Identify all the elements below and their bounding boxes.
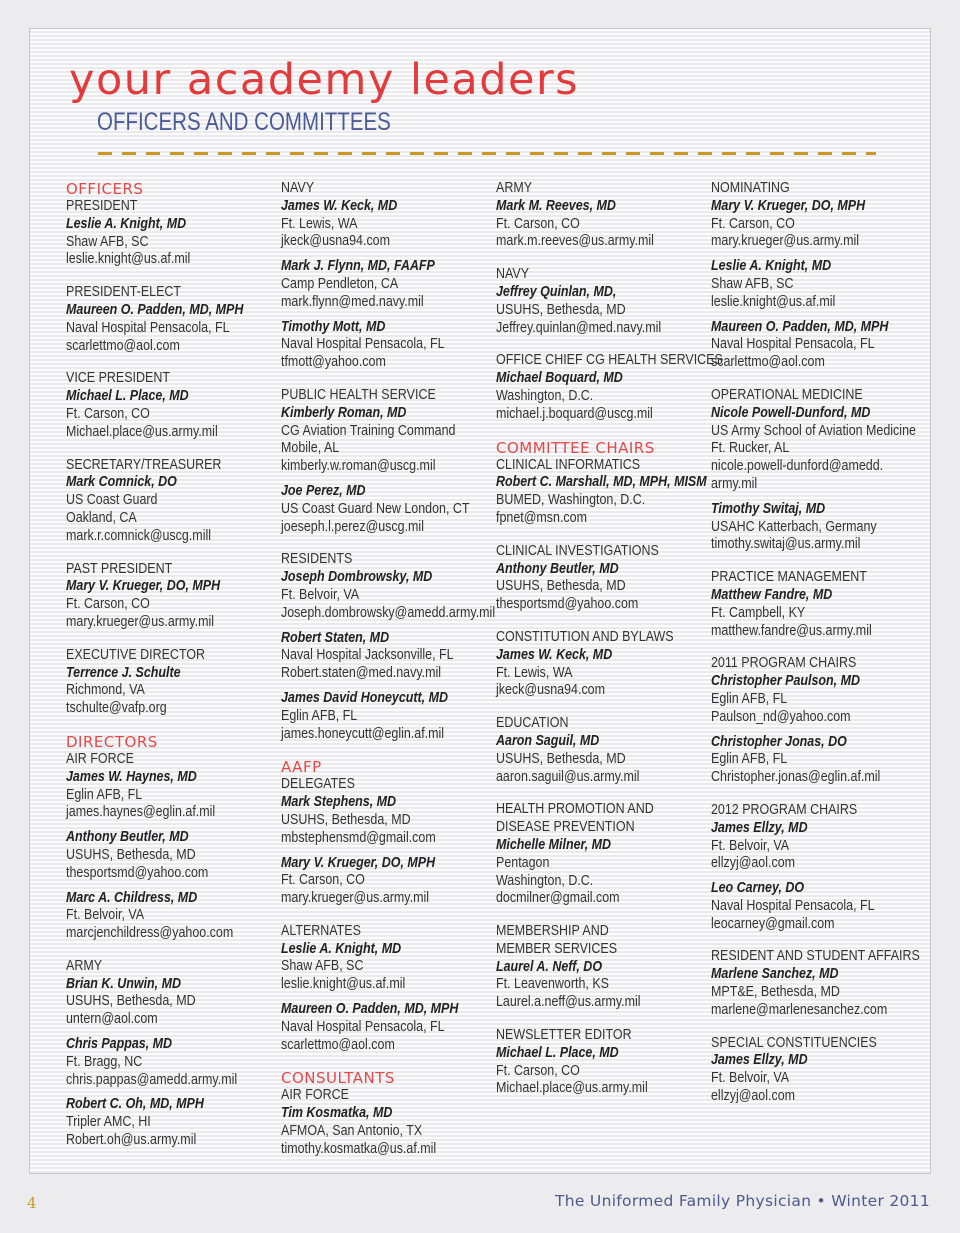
person-detail: Ft. Belvoir, VA [281,586,360,603]
person-detail: Eglin AFB, FL [711,690,788,707]
committee-group [711,569,916,640]
person-detail: Ft. Carson, CO [711,215,795,232]
person-detail: AFMOA, San Antonio, TX [281,1123,423,1140]
person-detail: Ft. Leavenworth, KS [496,976,609,993]
person-detail: mbstephensmd@gmail.com [281,829,436,846]
person-name: Robert C. Marshall, MD, MPH, MISM [496,474,707,491]
committee-group [66,958,271,1150]
person-entry [711,966,916,1019]
person-detail: Shaw AFB, SC [711,275,794,292]
person-detail: ellzyj@aol.com [711,855,796,872]
group-heading: 2011 PROGRAM CHAIRS [711,655,857,672]
group-heading: OFFICE CHIEF CG HEALTH SERVICES [496,352,723,369]
person-name: Leslie A. Knight, MD [66,215,187,232]
person-entry [496,198,701,251]
column-4 [711,180,920,1121]
group-heading: MEMBERSHIP AND [496,923,609,940]
person-entry [281,1105,486,1158]
group-heading: ARMY [66,957,103,974]
person-name: Anthony Beutler, MD [496,560,619,577]
person-name: Timothy Switaj, MD [711,500,826,517]
person-name: Chris Pappas, MD [66,1036,173,1053]
person-entry [496,1045,701,1098]
person-name: Maureen O. Padden, MD, MPH [66,301,244,318]
person-name: Michael Boquard, MD [496,370,623,387]
committee-group [496,352,723,423]
group-heading: RESIDENT AND STUDENT AFFAIRS [711,948,920,965]
person-detail: joeseph.l.perez@uscg.mil [281,518,424,535]
person-entry [66,769,271,822]
person-name: Michael L. Place, MD [66,388,189,405]
section-block [496,180,723,424]
person-name: Leslie A. Knight, MD [281,940,402,957]
person-name: Mark J. Flynn, MD, FAAFP [281,258,435,275]
person-name: Michael L. Place, MD [496,1044,619,1061]
person-entry [496,733,701,786]
person-name: Christopher Jonas, DO [711,733,847,750]
section-title: OFFICERS [66,180,144,198]
group-heading: RESIDENTS [281,551,353,568]
person-detail: Christopher.jonas@eglin.af.mil [711,769,881,786]
person-detail: scarlettmo@aol.com [281,1036,395,1053]
person-detail: Laurel.a.neff@us.army.mil [496,994,641,1011]
person-detail: Eglin AFB, FL [281,707,358,724]
person-detail: USUHS, Bethesda, MD [66,993,196,1010]
person-detail: Naval Hospital Pensacola, FL [711,897,875,914]
person-name: Maureen O. Padden, MD, MPH [281,1001,459,1018]
group-heading: AIR FORCE [281,1087,349,1104]
column-3 [496,180,723,1113]
group-heading: PUBLIC HEALTH SERVICE [281,386,436,403]
person-detail: US Coast Guard New London, CT [281,500,470,517]
person-detail: jkeck@usna94.com [281,233,391,250]
person-entry [66,388,271,441]
person-name: Mark M. Reeves, MD [496,197,616,214]
page-number: 4 [27,1194,37,1212]
person-name: Kimberly Roman, MD [281,404,407,421]
person-detail: mary.krueger@us.army.mil [711,233,860,250]
column-2 [281,180,496,1174]
group-heading: OPERATIONAL MEDICINE [711,386,863,403]
person-detail: USUHS, Bethesda, MD [496,578,626,595]
person-name: Jeffrey Quinlan, MD, [496,283,617,300]
person-name: Christopher Paulson, MD [711,673,860,690]
person-name: Laurel A. Neff, DO [496,958,603,975]
section-block [711,180,920,1106]
committee-group [711,655,916,787]
person-detail: Robert.oh@us.army.mil [66,1132,197,1149]
person-name: Robert Staten, MD [281,629,390,646]
person-detail: Oakland, CA [66,509,137,526]
person-detail: Naval Hospital Pensacola, FL [66,319,230,336]
person-detail: Camp Pendleton, CA [281,275,399,292]
person-name: Leslie A. Knight, MD [711,258,832,275]
person-detail: US Coast Guard [66,492,158,509]
person-entry [66,976,271,1029]
person-detail: matthew.fandre@us.army.mil [711,622,872,639]
person-entry [711,673,916,726]
person-name: Brian K. Unwin, MD [66,975,182,992]
group-heading: NEWSLETTER EDITOR [496,1027,632,1044]
person-name: Marc A. Childress, MD [66,889,198,906]
person-detail: USUHS, Bethesda, MD [496,301,626,318]
committee-group [281,776,486,908]
group-heading: DISEASE PREVENTION [496,819,635,836]
person-name: Mary V. Krueger, DO, MPH [711,197,866,214]
section-block [281,1069,486,1158]
person-detail: Ft. Belvoir, VA [711,837,790,854]
person-detail: CG Aviation Training Command [281,422,456,439]
person-entry [281,1001,486,1054]
person-entry [711,405,916,494]
committee-group [496,180,701,251]
group-heading: SPECIAL CONSTITUENCIES [711,1034,877,1051]
committee-group [66,751,271,943]
person-entry [281,630,486,683]
person-detail: Ft. Belvoir, VA [66,907,145,924]
person-detail: Ft. Campbell, KY [711,604,806,621]
person-name: Timothy Mott, MD [281,318,386,335]
person-detail: Pentagon [496,854,550,871]
person-detail: marcjenchildress@yahoo.com [66,925,234,942]
person-detail: USAHC Katterbach, Germany [711,518,877,535]
committee-group [496,801,701,908]
person-entry [496,647,701,700]
committee-group [66,198,271,269]
person-entry [711,198,916,251]
person-entry [281,855,486,908]
person-entry [281,941,486,994]
person-detail: Tripler AMC, HI [66,1114,151,1131]
section-block [281,758,486,1054]
committee-group [496,1027,701,1098]
person-detail: marlene@marlenesanchez.com [711,1001,888,1018]
person-detail: US Army School of Aviation Medicine [711,422,916,439]
person-entry [711,1052,916,1105]
person-name: Nicole Powell-Dunford, MD [711,404,871,421]
person-name: Mary V. Krueger, DO, MPH [281,854,436,871]
committee-group [711,1035,916,1106]
committee-group [281,180,486,372]
person-name: James David Honeycutt, MD [281,689,449,706]
person-detail: michael.j.boquard@uscg.mil [496,405,653,422]
group-heading: NOMINATING [711,180,790,196]
committee-group [711,387,916,554]
person-detail: Naval Hospital Pensacola, FL [711,336,875,353]
person-entry [281,794,486,847]
committee-group [66,370,271,441]
committee-group [281,1087,486,1158]
person-detail: Richmond, VA [66,682,145,699]
person-detail: tschulte@vafp.org [66,700,167,717]
person-detail: Michael.place@us.army.mil [496,1080,648,1097]
committee-group [281,551,496,743]
person-name: Mark Stephens, MD [281,794,397,811]
person-name: Marlene Sanchez, MD [711,966,839,983]
person-detail: army.mil [711,475,758,492]
person-detail: Naval Hospital Jacksonville, FL [281,647,454,664]
person-name: Joseph Dombrowsky, MD [281,569,433,586]
person-entry [66,302,271,355]
person-detail: Michael.place@us.army.mil [66,423,218,440]
person-detail: mary.krueger@us.army.mil [281,890,430,907]
person-detail: Ft. Carson, CO [66,596,150,613]
person-detail: Ft. Bragg, NC [66,1053,143,1070]
person-entry [66,216,271,269]
group-heading: ALTERNATES [281,922,361,939]
person-entry [496,561,701,614]
person-detail: mark.flynn@med.navy.mil [281,293,424,310]
person-detail: Shaw AFB, SC [66,233,149,250]
person-detail: Naval Hospital Pensacola, FL [281,1018,445,1035]
dashed-divider [98,152,876,155]
person-detail: jkeck@usna94.com [496,682,606,699]
person-detail: scarlettmo@aol.com [711,354,825,371]
section-title: DIRECTORS [66,732,158,751]
person-name: James W. Haynes, MD [66,768,197,785]
person-entry [711,587,916,640]
person-name: Leo Carney, DO [711,880,805,897]
person-detail: Ft. Carson, CO [281,872,365,889]
person-detail: USUHS, Bethesda, MD [66,846,196,863]
section-title: COMMITTEE CHAIRS [496,438,655,457]
page-subtitle: OFFICERS AND COMMITTEES [97,108,391,136]
person-name: Maureen O. Padden, MD, MPH [711,318,889,335]
person-detail: chris.pappas@amedd.army.mil [66,1071,238,1088]
person-detail: Ft. Carson, CO [496,215,580,232]
person-entry [711,880,916,933]
person-entry [496,837,701,908]
committee-group [66,647,271,718]
person-detail: Jeffrey.quinlan@med.navy.mil [496,319,662,336]
committee-group [496,715,701,786]
person-detail: Ft. Lewis, WA [496,664,573,681]
person-entry [66,578,271,631]
person-detail: Naval Hospital Pensacola, FL [281,336,445,353]
person-detail: fpnet@msn.com [496,509,587,526]
group-heading: EDUCATION [496,715,569,732]
person-detail: aaron.saguil@us.army.mil [496,768,640,785]
person-detail: MPT&E, Bethesda, MD [711,984,840,1001]
person-detail: mary.krueger@us.army.mil [66,613,215,630]
person-detail: Ft. Carson, CO [496,1062,580,1079]
person-detail: Paulson_nd@yahoo.com [711,708,851,725]
person-name: Michelle Milner, MD [496,836,612,853]
person-detail: USUHS, Bethesda, MD [496,750,626,767]
person-detail: leocarney@gmail.com [711,915,835,932]
person-detail: docmilner@gmail.com [496,890,620,907]
group-heading: NAVY [281,180,315,196]
person-name: Aaron Saguil, MD [496,732,600,749]
person-detail: james.haynes@eglin.af.mil [66,804,216,821]
committee-group [711,948,920,1019]
person-detail: mark.m.reeves@us.army.mil [496,233,654,250]
person-detail: kimberly.w.roman@uscg.mil [281,458,436,475]
group-heading: ARMY [496,180,533,196]
section-block [66,180,271,718]
group-heading: CLINICAL INFORMATICS [496,456,641,473]
group-heading: EXECUTIVE DIRECTOR [66,646,206,663]
person-detail: Shaw AFB, SC [281,958,364,975]
person-name: Matthew Fandre, MD [711,586,833,603]
group-heading: PRESIDENT [66,198,138,214]
person-detail: Washington, D.C. [496,872,594,889]
committee-group [496,266,701,337]
person-detail: Ft. Belvoir, VA [711,1070,790,1087]
group-heading: VICE PRESIDENT [66,370,170,387]
person-detail: scarlettmo@aol.com [66,337,180,354]
person-entry [496,370,701,423]
person-detail: leslie.knight@us.af.mil [66,251,191,268]
person-entry [66,1096,271,1149]
person-entry [66,829,271,882]
person-name: Terrence J. Schulte [66,664,181,681]
section-title: AAFP [281,758,322,777]
person-name: Joe Perez, MD [281,482,366,499]
person-detail: USUHS, Bethesda, MD [281,811,411,828]
committee-group [281,387,486,536]
person-detail: mark.r.comnick@uscg.mill [66,527,212,544]
committee-group [66,561,271,632]
person-entry [66,665,271,718]
person-entry [711,820,916,873]
committee-group [496,629,701,700]
person-name: Robert C. Oh, MD, MPH [66,1096,204,1113]
committee-group [281,923,486,1055]
person-entry [281,569,496,622]
person-entry [711,734,916,787]
group-heading: AIR FORCE [66,750,134,767]
person-name: Anthony Beutler, MD [66,829,189,846]
group-heading: PAST PRESIDENT [66,560,173,577]
person-entry [496,959,701,1012]
group-heading: MEMBER SERVICES [496,940,618,957]
person-detail: leslie.knight@us.af.mil [711,293,836,310]
group-heading: DELEGATES [281,776,355,793]
person-entry [496,474,707,527]
group-heading: NAVY [496,266,530,283]
group-heading: CLINICAL INVESTIGATIONS [496,542,659,559]
column-1 [66,180,271,1165]
committee-group [496,456,707,528]
group-heading: SECRETARY/TREASURER [66,456,222,473]
person-detail: Robert.staten@med.navy.mil [281,665,442,682]
person-detail: Ft. Carson, CO [66,405,150,422]
person-entry [281,690,486,743]
person-entry [281,319,486,372]
person-detail: ellzyj@aol.com [711,1088,796,1105]
person-detail: BUMED, Washington, D.C. [496,492,646,509]
section-block [281,180,496,743]
person-name: Mark Comnick, DO [66,474,177,491]
person-name: Tim Kosmatka, MD [281,1105,393,1122]
person-entry [281,483,486,536]
person-name: Mary V. Krueger, DO, MPH [66,578,221,595]
person-detail: thesportsmd@yahoo.com [66,864,209,881]
section-title: CONSULTANTS [281,1069,395,1088]
person-entry [66,890,271,943]
person-entry [711,501,916,554]
person-detail: Washington, D.C. [496,387,594,404]
person-detail: tfmott@yahoo.com [281,354,386,371]
committee-group [496,923,701,1012]
person-detail: timothy.switaj@us.army.mil [711,536,861,553]
group-heading: HEALTH PROMOTION AND [496,801,654,818]
committee-group [711,180,916,372]
person-detail: james.honeycutt@eglin.af.mil [281,725,445,742]
person-detail: Ft. Rucker, AL [711,440,790,457]
person-name: James Ellzy, MD [711,1052,808,1069]
person-detail: Mobile, AL [281,440,340,457]
person-entry [711,258,916,311]
person-entry [711,319,916,372]
person-detail: thesportsmd@yahoo.com [496,596,639,613]
person-entry [66,1036,271,1089]
publication-footer: The Uniformed Family Physician • Winter 2011 [554,1192,930,1210]
person-entry [281,198,486,251]
group-heading: PRESIDENT-ELECT [66,284,182,301]
person-name: James Ellzy, MD [711,819,808,836]
person-detail: leslie.knight@us.af.mil [281,976,406,993]
person-entry [281,405,486,476]
committee-group [66,457,271,546]
committee-group [496,543,701,614]
section-block [66,733,271,1150]
committee-group [66,284,271,355]
person-entry [281,258,486,311]
person-detail: untern@aol.com [66,1011,158,1028]
group-heading: PRACTICE MANAGEMENT [711,569,867,586]
group-heading: 2012 PROGRAM CHAIRS [711,801,858,818]
committee-group [711,802,916,934]
person-detail: Joseph.dombrowsky@amedd.army.mil [281,604,496,621]
person-detail: Ft. Lewis, WA [281,215,358,232]
person-name: James W. Keck, MD [496,646,613,663]
person-detail: Eglin AFB, FL [66,786,143,803]
person-name: James W. Keck, MD [281,197,398,214]
page-title: your academy leaders [69,55,580,105]
person-detail: timothy.kosmatka@us.af.mil [281,1140,437,1157]
group-heading: CONSTITUTION AND BYLAWS [496,628,674,645]
section-block [496,438,707,1099]
person-entry [496,284,701,337]
person-detail: Eglin AFB, FL [711,751,788,768]
person-detail: nicole.powell-dunford@amedd. [711,458,884,475]
person-entry [66,474,271,545]
